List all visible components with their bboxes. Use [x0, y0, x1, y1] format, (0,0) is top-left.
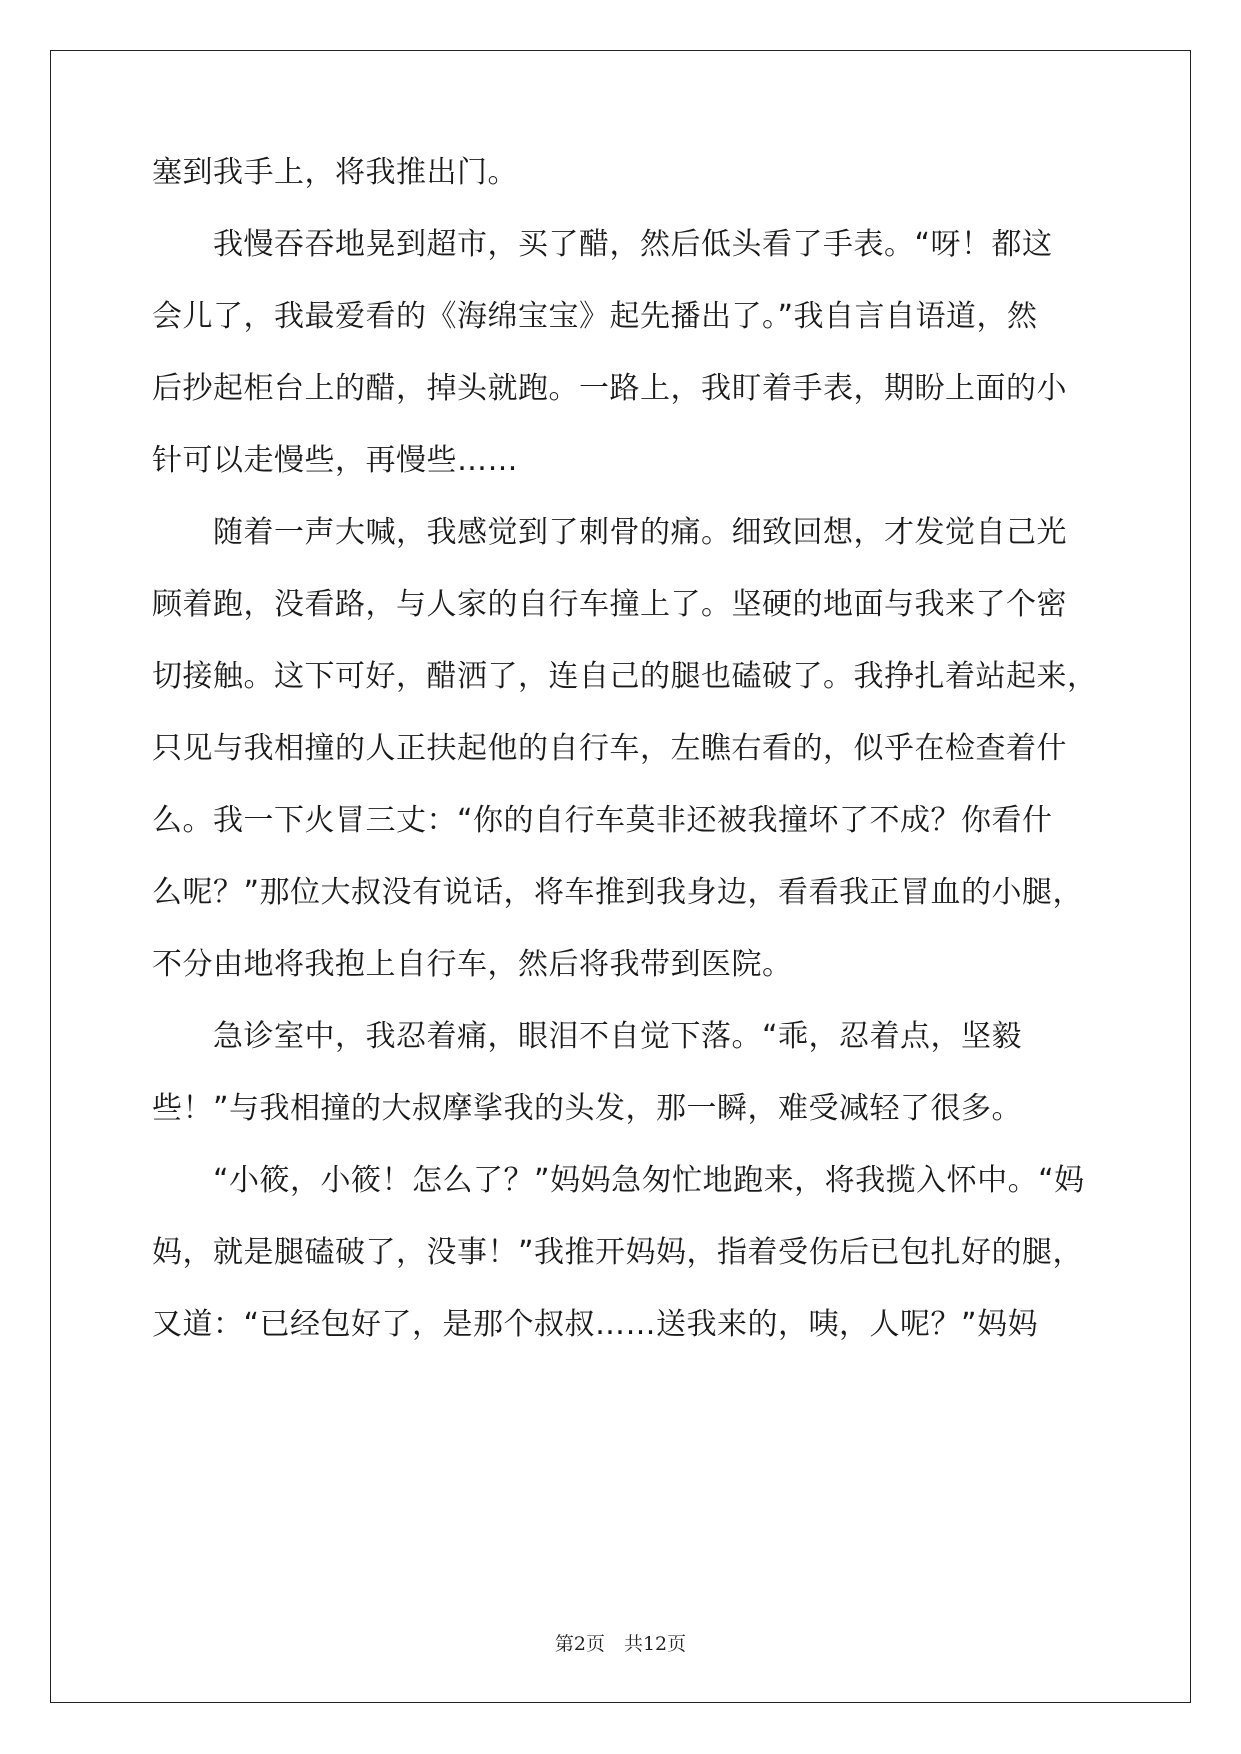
- body-text-line: “小筱，小筱！怎么了？”妈妈急匆忙地跑来，将我揽入怀中。“妈: [152, 1163, 1085, 1198]
- body-text-line: 会儿了，我最爱看的《海绵宝宝》起先播出了。”我自言自语道，然: [152, 299, 1038, 334]
- body-text-line: 随着一声大喊，我感觉到了刺骨的痛。细致回想，才发觉自己光: [152, 515, 1067, 550]
- body-text-line: 顾着跑，没看路，与人家的自行车撞上了。坚硬的地面与我来了个密: [152, 587, 1067, 622]
- body-text-line: 我慢吞吞地晃到超市，买了醋，然后低头看了手表。“呀！都这: [152, 227, 1053, 262]
- body-text-line: 些！”与我相撞的大叔摩挲我的头发，那一瞬，难受减轻了很多。: [152, 1091, 1023, 1126]
- body-text-line: 么呢？”那位大叔没有说话，将车推到我身边，看看我正冒血的小腿，: [152, 875, 1084, 910]
- body-text-line: 塞到我手上，将我推出门。: [152, 155, 518, 190]
- body-text-line: 又道：“已经包好了，是那个叔叔……送我来的，咦，人呢？”妈妈: [152, 1307, 1039, 1342]
- body-text-line: 么。我一下火冒三丈：“你的自行车莫非还被我撞坏了不成？你看什: [152, 803, 1053, 838]
- body-text-line: 只见与我相撞的人正扶起他的自行车，左瞧右看的，似乎在检查着什: [152, 731, 1067, 766]
- body-text-line: 后抄起柜台上的醋，掉头就跑。一路上，我盯着手表，期盼上面的小: [152, 371, 1067, 406]
- body-text-line: 妈，就是腿磕破了，没事！”我推开妈妈，指着受伤后已包扎好的腿，: [152, 1235, 1084, 1270]
- page-number-footer: 第2页 共12页: [554, 1633, 687, 1655]
- body-text-line: 切接触。这下可好，醋洒了，连自己的腿也磕破了。我挣扎着站起来，: [152, 659, 1098, 694]
- body-text-line: 不分由地将我抱上自行车，然后将我带到医院。: [152, 947, 793, 982]
- body-text-line: 针可以走慢些，再慢些……: [152, 443, 518, 478]
- body-text-line: 急诊室中，我忍着痛，眼泪不自觉下落。“乖，忍着点，坚毅: [152, 1019, 1023, 1054]
